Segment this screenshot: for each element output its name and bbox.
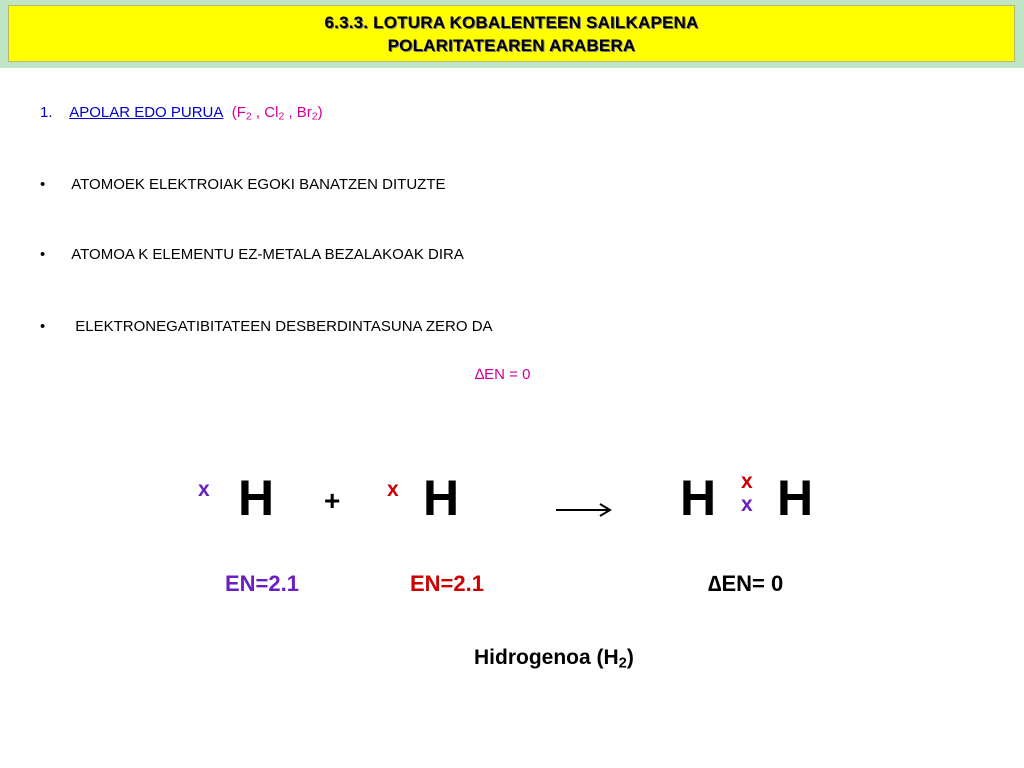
compound-name-close: ) <box>626 646 634 669</box>
delta-en-note: ∆EN = 0 <box>475 366 531 383</box>
bullet-item-2 <box>40 246 464 263</box>
bullet-text-1: ATOMOEK ELEKTROIAK EGOKI BANATZEN DITUZTE <box>71 176 446 193</box>
section-examples <box>232 104 323 121</box>
electron-cross-red: x <box>741 470 753 493</box>
title-box <box>8 5 1015 62</box>
en-value-2: EN=2.1 <box>410 571 484 596</box>
electron-cross-2: x <box>387 478 399 501</box>
title-line-1: 6.3.3. LOTURA KOBALENTEEN SAILKAPENA <box>324 13 699 32</box>
examples-close: ) <box>317 104 323 121</box>
bullet-dot: • <box>40 246 46 263</box>
section-heading <box>40 104 323 123</box>
plus-sign: + <box>324 485 341 516</box>
examples-br: , Br <box>284 104 312 121</box>
examples-cl-sub: 2 <box>278 110 285 123</box>
product-h-left: H <box>680 470 717 526</box>
electron-cross-1: x <box>198 478 210 501</box>
compound-name <box>474 646 634 672</box>
bullet-text-3: ELEKTRONEGATIBITATEEN DESBERDINTASUNA ZERO DA <box>75 318 493 335</box>
examples-f: (F <box>231 104 246 121</box>
bullet-dot: • <box>40 318 46 335</box>
reaction-arrow <box>556 500 616 520</box>
en-value-1: EN=2.1 <box>225 571 299 596</box>
bullet-item-1 <box>40 176 446 193</box>
delta-en-result: ∆EN= 0 <box>708 571 784 596</box>
atom-h-1: H <box>238 470 275 526</box>
examples-f-sub: 2 <box>245 110 252 123</box>
compound-name-text: Hidrogenoa (H <box>474 646 619 669</box>
title-line-2: POLARITATEAREN ARABERA <box>387 36 636 55</box>
bullet-dot: • <box>40 176 46 193</box>
atom-h-2: H <box>423 470 460 526</box>
section-title: APOLAR EDO PURUA <box>69 104 224 121</box>
title-banner <box>0 0 1024 68</box>
product-h-right: H <box>777 470 814 526</box>
compound-name-sub: 2 <box>618 655 627 672</box>
section-number: 1. <box>40 104 53 121</box>
examples-br-sub: 2 <box>311 110 318 123</box>
electron-cross-purple: x <box>741 493 753 516</box>
bullet-item-3 <box>40 318 493 335</box>
bullet-text-2: ATOMOA K ELEMENTU EZ-METALA BEZALAKOAK DIRA <box>71 246 464 263</box>
examples-cl: , Cl <box>251 104 279 121</box>
